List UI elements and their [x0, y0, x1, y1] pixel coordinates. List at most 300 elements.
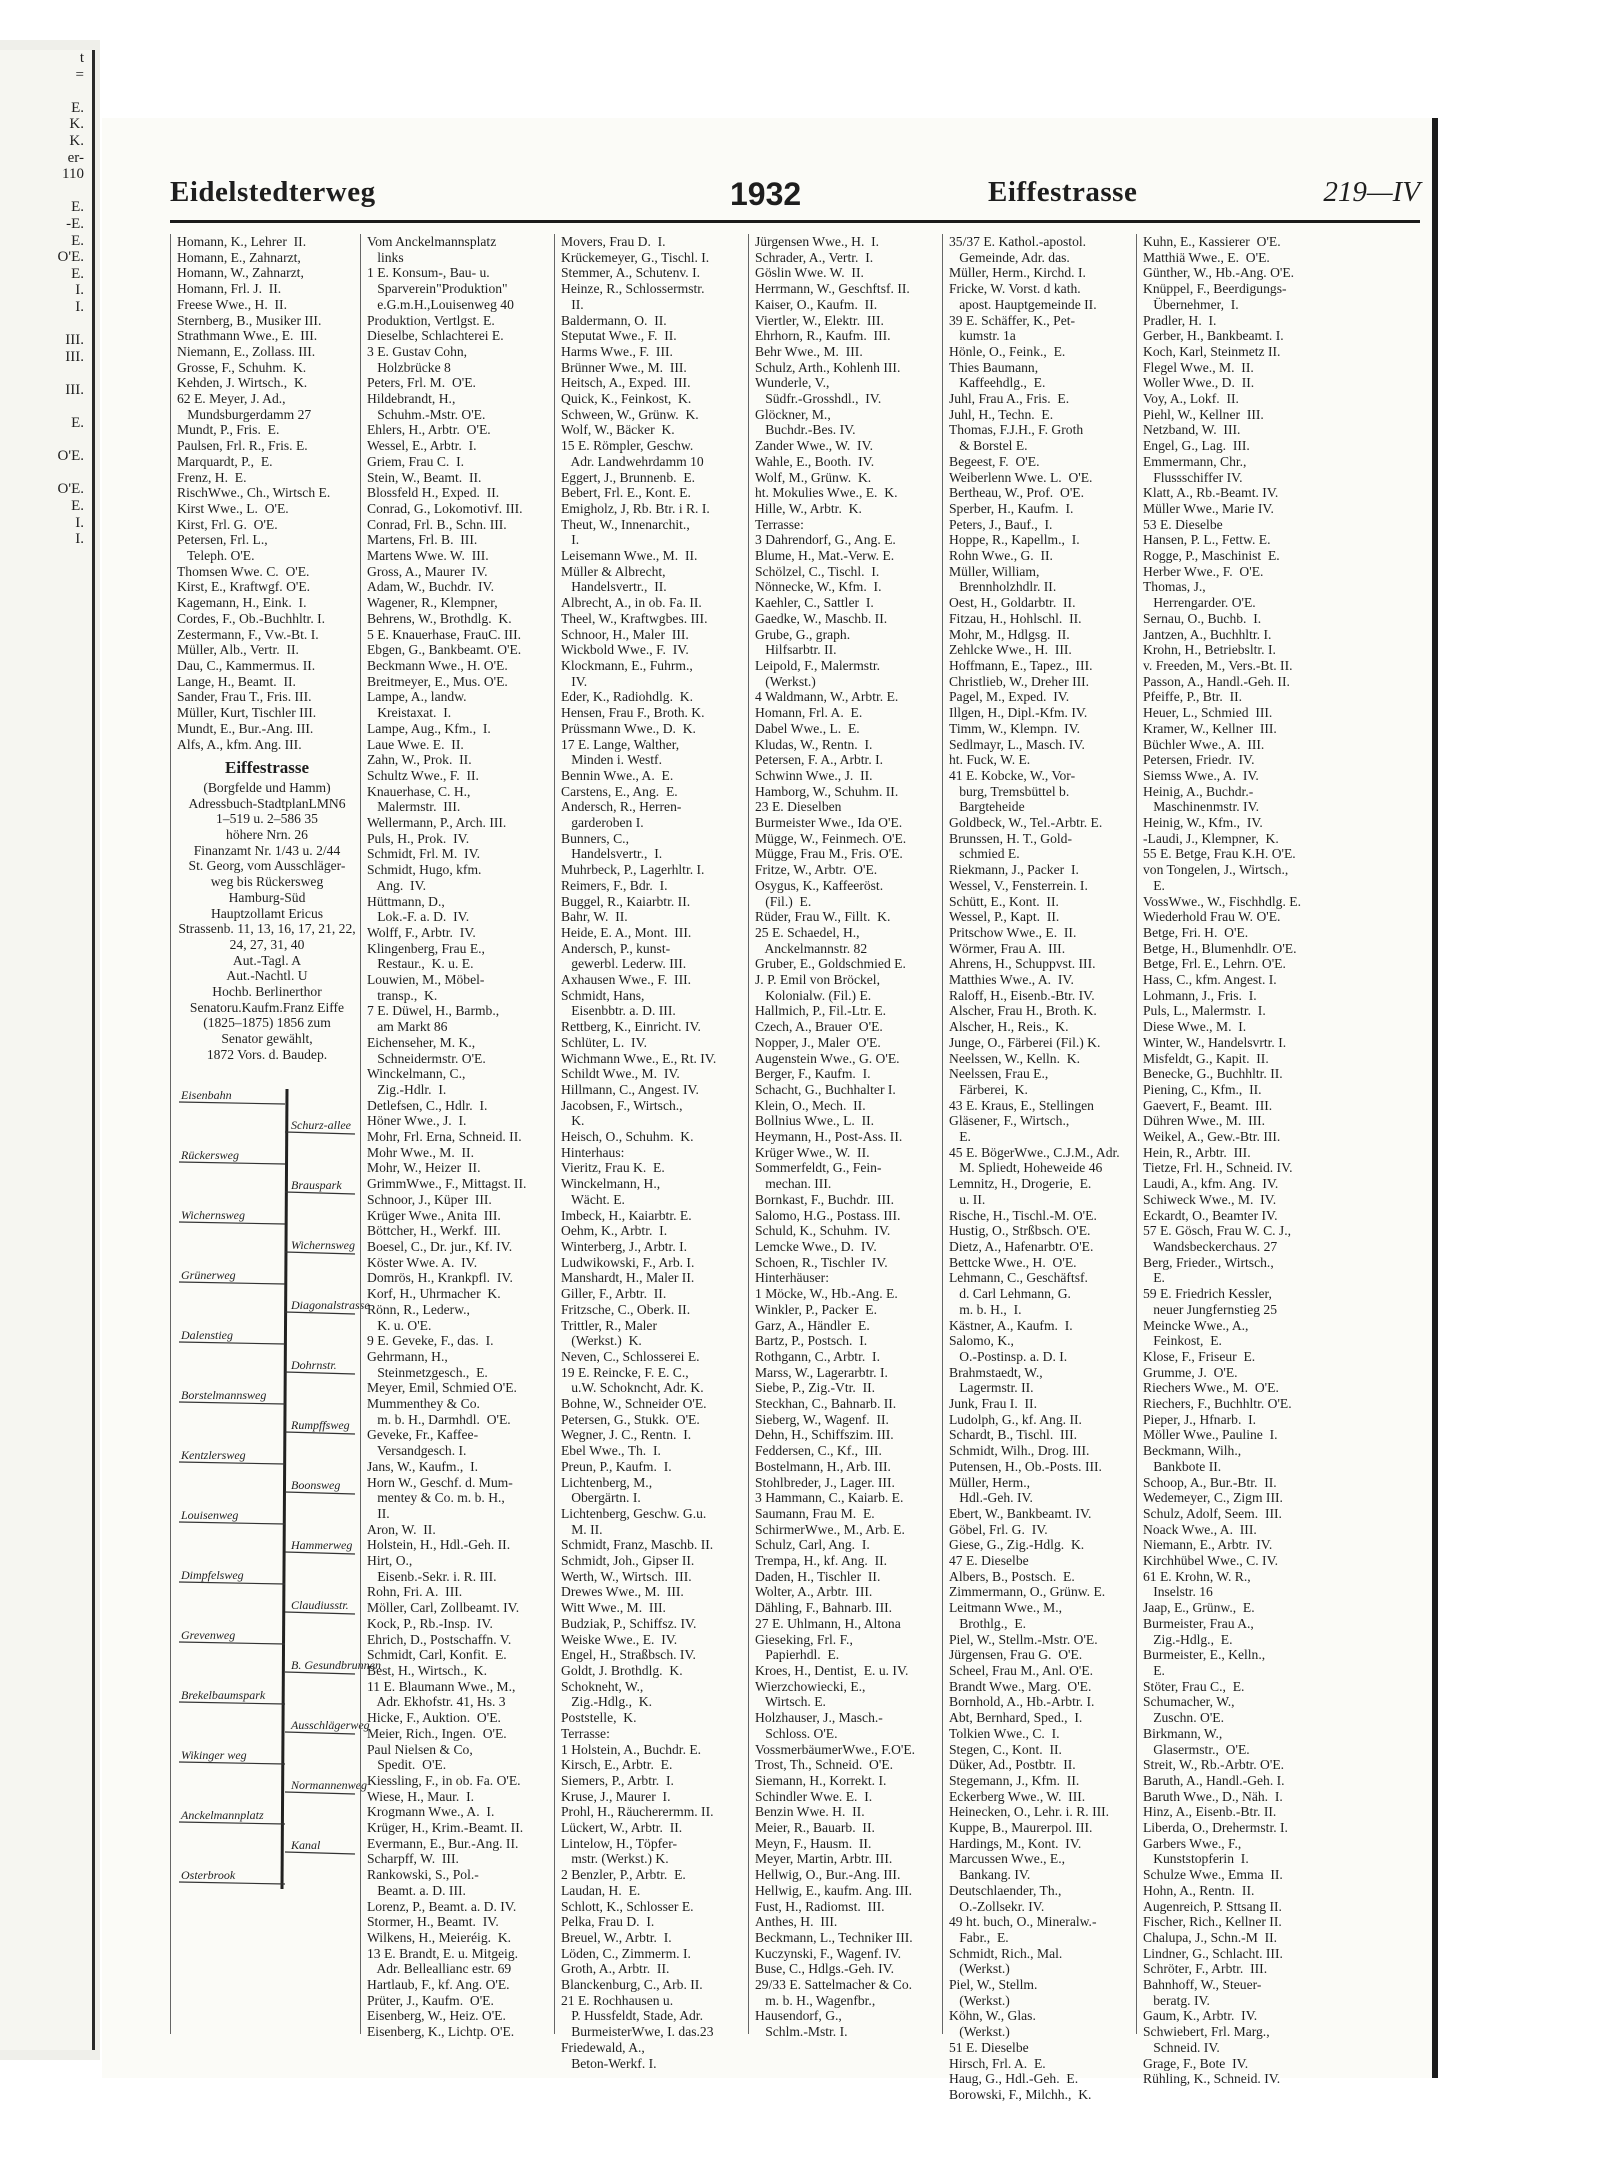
directory-entry: Kiessling, F., in ob. Fa. O'E. [367, 1772, 521, 1788]
directory-entry: Niemann, E., Zollass. III. [177, 343, 316, 359]
directory-entry: Petersen, Frl. L., [177, 532, 268, 548]
directory-entry: Geveke, Fr., Kaffee- [367, 1427, 479, 1443]
directory-entry: Buggel, R., Kaiarbtr. II. [561, 893, 691, 909]
directory-entry: neuer Jungfernstieg 25 [1143, 1301, 1278, 1317]
directory-entry: Wickbold Wwe., F. IV. [561, 642, 689, 658]
directory-entry: 51 E. Dieselbe [949, 2039, 1029, 2055]
directory-entry: Lagermstr. II. [949, 1380, 1034, 1396]
directory-entry: 3 E. Gustav Cohn, [367, 343, 468, 359]
directory-entry: Benecke, G., Buchhltr. II. [1143, 1066, 1283, 1082]
directory-entry: Steputat Wwe., F. II. [561, 328, 677, 344]
directory-entry: Zuschn. O'E. [1143, 1710, 1224, 1726]
directory-entry: Schlm.-Mstr. I. [755, 2024, 848, 2040]
directory-entry: Bankbote II. [1143, 1458, 1222, 1474]
column-2 [360, 234, 555, 2040]
directory-entry: Homann, Frl. J. II. [177, 281, 282, 297]
directory-entry: 13 E. Brandt, E. u. Mitgeig. [367, 1945, 519, 1961]
directory-entry: Conrad, Frl. B., Schn. III. [367, 516, 507, 532]
directory-entry: Herrengarder. O'E. [1143, 595, 1256, 611]
map-street-label: Grünerweg [181, 1267, 236, 1282]
directory-entry: Sander, Frau T., Fris. III. [177, 689, 312, 705]
directory-entry: E. [1143, 1270, 1165, 1286]
column-3-entries [561, 234, 745, 2071]
directory-entry: Junge, O., Färberei (Fil.) K. [949, 1034, 1101, 1050]
directory-entry: Anthes, H. III. [755, 1914, 838, 1930]
directory-entry: Müller & Albrecht, [561, 563, 666, 579]
directory-entry: Müller, Kurt, Tischler III. [177, 705, 317, 721]
directory-entry: Eisenb.-Sekr. i. R. III. [367, 1568, 497, 1584]
directory-entry: Emigholz, J, Rb. Btr. i R. I. [561, 500, 710, 516]
directory-entry: mstr. (Werkst.) K. [561, 1851, 669, 1867]
directory-entry: Trempa, H., kf. Ang. II. [755, 1553, 888, 1569]
directory-entry: Zig.-Hdlr. I. [367, 1081, 447, 1097]
directory-entry: Heitsch, A., Exped. III. [561, 375, 691, 391]
directory-entry: Hoffmann, E., Tapez., III. [949, 657, 1093, 673]
directory-entry: Laue Wwe. E. II. [367, 736, 464, 752]
directory-entry: Peters, Frl. M. O'E. [367, 375, 476, 391]
directory-entry: Rankowski, S., Pol.- [367, 1867, 479, 1883]
map-cross-street [179, 1282, 285, 1284]
directory-entry: Ehrich, D., Postschaffn. V. [367, 1631, 512, 1647]
directory-entry: Meyer, Martin, Arbtr. III. [755, 1851, 893, 1867]
directory-entry: Ehlers, H., Arbtr. O'E. [367, 422, 491, 438]
directory-entry: Grumme, J. O'E. [1143, 1364, 1238, 1380]
directory-entry: 21 E. Rochhausen u. [561, 1992, 674, 2008]
directory-entry: Krohn, H., Betriebsltr. I. [1143, 642, 1276, 658]
directory-entry: Meyer, Emil, Schmied O'E. [367, 1380, 517, 1396]
directory-entry: Detlefsen, C., Hdlr. I. [367, 1097, 488, 1113]
directory-entry: Bostelmann, H., Arb. III. [755, 1458, 891, 1474]
directory-entry: Schmidt, Joh., Gipser II. [561, 1553, 695, 1569]
directory-entry: Albers, B., Postsch. E. [949, 1568, 1075, 1584]
street-info-line: (1825–1875) 1856 zum [203, 1015, 331, 1031]
directory-entry: Schlüter, L. IV. [561, 1034, 648, 1050]
directory-entry: Borowski, F., Milchh., K. [949, 2086, 1092, 2102]
map-cross-street [179, 1642, 285, 1644]
directory-entry: m. b. H., Darmhdl. O'E. [367, 1411, 511, 1427]
directory-entry: Griem, Frau C. I. [367, 453, 465, 469]
directory-entry: Nopper, J., Maler O'E. [755, 1034, 881, 1050]
directory-entry: Peters, J., Bauf., I. [949, 516, 1053, 532]
directory-entry: Marquardt, P., E. [177, 453, 273, 469]
directory-entry: Glasermstr., O'E. [1143, 1741, 1250, 1757]
directory-entry: Kirst Wwe., L. O'E. [177, 500, 289, 516]
directory-entry: Zig.-Hdlg., E. [1143, 1631, 1233, 1647]
directory-entry: Baruth, A., Handl.-Geh. I. [1143, 1772, 1285, 1788]
directory-entry: Müller, Herm., Kirchd. I. [949, 265, 1086, 281]
directory-entry: Klockmann, E., Fuhrm., [561, 657, 693, 673]
directory-entry: Kästner, A., Kaufm. I. [949, 1317, 1073, 1333]
directory-entry: Ebert, W., Bankbeamt. IV. [949, 1505, 1092, 1521]
directory-entry: Grosse, F., Schuhm. K. [177, 359, 307, 375]
directory-entry: Bahnhoff, W., Steuer- [1143, 1977, 1262, 1993]
map-cross-street [179, 1522, 285, 1524]
directory-entry: Leitmann Wwe., M., [949, 1600, 1063, 1616]
map-cross-street [179, 1582, 285, 1584]
directory-entry: Beckmann, Wilh., [1143, 1443, 1242, 1459]
directory-entry: Holstein, H., Hdl.-Geh. II. [367, 1537, 511, 1553]
directory-entry: Hartlaub, F., kf. Ang. O'E. [367, 1977, 510, 1993]
column-5 [942, 234, 1137, 2102]
directory-entry: Behrens, W., Brothdlg. K. [367, 610, 512, 626]
directory-entry: Misfeldt, G., Kapit. II. [1143, 1050, 1269, 1066]
map-main-street [282, 1089, 287, 1889]
directory-entry: Sparverein"Produktion" [367, 281, 508, 297]
directory-entry: Hirt, O., [367, 1553, 413, 1569]
fragment-line: -E. [66, 215, 84, 232]
fragment-line: 110 [62, 166, 84, 183]
directory-entry: Lange, H., Beamt. II. [177, 673, 296, 689]
directory-entry: Wolf, W., Bäcker K. [561, 422, 675, 438]
directory-entry: K. u. O'E. [367, 1317, 432, 1333]
directory-entry: Heisch, O., Schuhm. K. [561, 1129, 694, 1145]
directory-entry: Horn W., Geschf. d. Mum- [367, 1474, 513, 1490]
directory-entry: 39 E. Schäffer, K., Pet- [949, 312, 1076, 328]
directory-entry: Jaap, E., Grünw., E. [1143, 1600, 1255, 1616]
directory-entry: Conrad, G., Lokomotivf. III. [367, 500, 523, 516]
directory-entry: Pagel, M., Exped. IV. [949, 689, 1070, 705]
directory-entry: Klein, O., Mech. II. [755, 1097, 866, 1113]
fragment-line: O'E. [57, 249, 84, 266]
directory-entry: Netzband, W. III. [1143, 422, 1241, 438]
directory-entry: Quick, K., Feinkost, K. [561, 391, 692, 407]
directory-entry: Stegemann, J., Kfm. II. [949, 1772, 1080, 1788]
directory-entry: Flussschiffer IV. [1143, 469, 1243, 485]
directory-entry: Paul Nielsen & Co, [367, 1741, 473, 1757]
directory-entry: Heuer, L., Schmied III. [1143, 705, 1273, 721]
header-street-left: Eidelstedterweg [170, 176, 376, 208]
map-street-label: Borstelmannsweg [181, 1387, 267, 1402]
directory-entry: Buse, C., Hdlgs.-Geh. IV. [755, 1961, 895, 1977]
directory-entry: Blume, H., Mat.-Verw. E. [755, 548, 895, 564]
fragment-line: III. [65, 348, 84, 365]
directory-entry: Ehrhorn, R., Kaufm. III. [755, 328, 891, 344]
directory-entry: Schröter, F., Arbtr. III. [1143, 1961, 1268, 1977]
directory-entry: Heymann, H., Post-Ass. II. [755, 1129, 903, 1145]
directory-entry: Mundsburgerdamm 27 [177, 406, 312, 422]
directory-entry: Noack Wwe., A. III. [1143, 1521, 1257, 1537]
directory-entry: Thies Baumann, [949, 359, 1039, 375]
map-street-label: Diagonalstrasse [291, 1297, 370, 1312]
fragment-line [0, 398, 84, 415]
directory-entry: Krüger Wwe., Anita III. [367, 1207, 501, 1223]
directory-entry: Alscher, Frau H., Broth. K. [949, 1003, 1097, 1019]
directory-entry: 45 E. BögerWwe., C.J.M., Adr. [949, 1144, 1120, 1160]
directory-entry: Rische, H., Tischl.-M. O'E. [949, 1207, 1097, 1223]
directory-entry: Tolkien Wwe., C. I. [949, 1725, 1060, 1741]
directory-entry: Fritzsche, C., Oberk. II. [561, 1301, 691, 1317]
directory-entry: Axhausen Wwe., F. III. [561, 972, 692, 988]
directory-entry: Lehmann, C., Geschäftsf. [949, 1270, 1088, 1286]
directory-entry: Rüder, Frau W., Fillt. K. [755, 909, 891, 925]
directory-entry: Obergärtn. I. [561, 1490, 641, 1506]
directory-entry: Best, H., Wirtsch., K. [367, 1662, 488, 1678]
directory-entry: Andersch, P., kunst- [561, 940, 671, 956]
directory-entry: Steckhan, C., Bahnarb. II. [755, 1396, 897, 1412]
directory-entry: Hein, R., Arbtr. III. [1143, 1144, 1251, 1160]
directory-entry: Bollnius Wwe., L. II. [755, 1113, 875, 1129]
directory-entry: Neelssen, W., Kelln. K. [949, 1050, 1081, 1066]
map-street-label: Kanal [291, 1837, 321, 1852]
directory-entry: Fitzau, H., Hohlschl. II. [949, 610, 1082, 626]
directory-entry: Göbel, Frl. G. IV. [949, 1521, 1048, 1537]
directory-entry: 61 E. Krohn, W. R., [1143, 1568, 1251, 1584]
fragment-line: E. [71, 415, 84, 432]
directory-entry: Böttcher, H., Werkf. III. [367, 1223, 501, 1239]
directory-entry: Muhrbeck, P., Lagerhltr. I. [561, 862, 705, 878]
directory-entry: Illgen, H., Dipl.-Kfm. IV. [949, 705, 1088, 721]
directory-entry: Laudan, H. E. [561, 1882, 641, 1898]
directory-entry: Winter, W., Handelsvrtr. I. [1143, 1034, 1287, 1050]
directory-entry: Garbers Wwe., F., [1143, 1835, 1242, 1851]
directory-entry: Matthiä Wwe., E. O'E. [1143, 249, 1270, 265]
directory-entry: Bargteheide [949, 799, 1025, 815]
directory-entry: Laudi, A., kfm. Ang. IV. [1143, 1176, 1279, 1192]
directory-entry: Daden, H., Tischler II. [755, 1568, 881, 1584]
directory-entry: Voy, A., Lokf. II. [1143, 391, 1239, 407]
map-street-label: Dimpfelsweg [181, 1567, 244, 1582]
directory-entry: Gruber, E., Goldschmied E. [755, 956, 906, 972]
street-info-line: Adressbuch-StadtplanLMN6 [188, 795, 346, 811]
directory-entry: 49 ht. buch, O., Mineralw.- [949, 1914, 1097, 1930]
map-street-label: Boonsweg [291, 1477, 341, 1492]
directory-entry: Stormer, H., Beamt. IV. [367, 1914, 499, 1930]
directory-entry: Produktion, Vertlgst. E. [367, 312, 495, 328]
fragment-line: I. [75, 531, 84, 548]
directory-entry: Schmidt, Franz, Maschb. II. [561, 1537, 714, 1553]
directory-entry: Günther, W., Hb.-Ang. O'E. [1143, 265, 1295, 281]
street-heading: Eiffestrasse [224, 758, 310, 778]
fragment-line: O'E. [57, 448, 84, 465]
directory-entry: Homann, W., Zahnarzt, [177, 265, 304, 281]
directory-entry: Wirtsch. E. [755, 1694, 826, 1710]
directory-entry: Goldbeck, W., Tel.-Arbtr. E. [949, 815, 1103, 831]
directory-entry: Pfeiffe, P., Btr. II. [1143, 689, 1243, 705]
directory-entry: Lichtenberg, M., [561, 1474, 653, 1490]
directory-entry: Klose, F., Friseur E. [1143, 1348, 1256, 1364]
directory-entry: Möller Wwe., Pauline I. [1143, 1427, 1278, 1443]
directory-entry: Bennin Wwe., A. E. [561, 767, 674, 783]
directory-entry: Homann, K., Lehrer II. [177, 234, 307, 249]
fragment-line: I. [75, 298, 84, 315]
directory-entry: Wellermann, P., Arch. III. [367, 815, 507, 831]
map-cross-street [285, 1312, 355, 1314]
directory-entry: Stemmer, A., Schutenv. I. [561, 265, 701, 281]
directory-entry: e.G.m.H.,Louisenweg 40 [367, 296, 514, 312]
directory-entry: Rohn, Fri. A. III. [367, 1584, 463, 1600]
directory-entry: Scharpff, W. III. [367, 1851, 459, 1867]
directory-entry: Piehl, W., Kellner III. [1143, 406, 1264, 422]
directory-entry: Abt, Bernhard, Sped., I. [949, 1710, 1083, 1726]
directory-entry: Kaehler, C., Sattler I. [755, 595, 874, 611]
directory-entry: Cordes, F., Ob.-Buchhltr. I. [177, 610, 326, 626]
map-cross-street [285, 1552, 355, 1554]
directory-entry: Rothgann, C., Arbtr. I. [755, 1348, 880, 1364]
street-info-line: Aut.-Nachtl. U [226, 968, 308, 984]
map-street-label: Rumpffsweg [291, 1417, 350, 1432]
directory-entry: Sieberg, W., Wagenf. II. [755, 1411, 889, 1427]
directory-entry: Timm, W., Klempn. IV. [949, 720, 1081, 736]
directory-entry: Kuczynski, F., Wagenf. IV. [755, 1945, 902, 1961]
directory-entry: Schokneht, W., [561, 1678, 644, 1694]
directory-entry: Holzhauser, J., Masch.- [755, 1710, 883, 1726]
directory-entry: Schulze Wwe., Emma II. [1143, 1867, 1283, 1883]
directory-entry: Kaiser, O., Kaufm. II. [755, 296, 878, 312]
directory-entry: Martens, Frl. B. III. [367, 532, 478, 548]
map-cross-street [285, 1252, 355, 1254]
directory-entry: Terrasse: [755, 516, 804, 532]
directory-entry: Schmidt, Rich., Mal. [949, 1945, 1063, 1961]
directory-entry: Feinkost, E. [1143, 1333, 1222, 1349]
fragment-line [0, 83, 84, 100]
directory-entry: Meyn, F., Hausm. II. [755, 1835, 872, 1851]
directory-entry: Anckelmannstr. 82 [755, 940, 868, 956]
map-street-label: Anckelmannplatz [181, 1807, 264, 1822]
directory-entry: links [367, 249, 404, 265]
directory-entry: Kirchhübel Wwe., C. IV. [1143, 1553, 1279, 1569]
directory-entry: Spedit. O'E. [367, 1757, 447, 1773]
directory-entry: Schulz, Carl, Ang. I. [755, 1537, 870, 1553]
header-rule [170, 220, 1420, 223]
directory-entry: 27 E. Uhlmann, H., Altona [755, 1615, 901, 1631]
directory-entry: Puls, H., Prok. IV. [367, 830, 470, 846]
map-cross-street [179, 1822, 285, 1824]
directory-entry: Christlieb, W., Dreher III. [949, 673, 1090, 689]
directory-entry: Schneidermstr. O'E. [367, 1050, 486, 1066]
street-info-line: St. Georg, vom Ausschläger- [188, 858, 346, 874]
directory-entry: Jacobsen, F., Wirtsch., [561, 1097, 683, 1113]
map-cross-street [285, 1612, 355, 1614]
directory-entry: Kludas, W., Rentn. I. [755, 736, 873, 752]
directory-entry: Mundt, P., Fris. E. [177, 422, 280, 438]
directory-entry: Zestermann, F., Vw.-Bt. I. [177, 626, 319, 642]
directory-entry: O.-Postinsp. a. D. I. [949, 1348, 1068, 1364]
directory-entry: m. b. H., Wagenfbr., [755, 1992, 876, 2008]
directory-entry: -Laudi, J., Klempner, K. [1143, 830, 1279, 846]
directory-entry: Klingenberg, Frau E., [367, 940, 485, 956]
directory-entry: Prohl, H., Räucherermm. II. [561, 1804, 714, 1820]
map-cross-street [285, 1132, 355, 1134]
header-year: 1932 [730, 176, 802, 212]
map-cross-street [285, 1672, 355, 1674]
directory-entry: Lok.-F. a. D. IV. [367, 909, 470, 925]
map-street-label: Normannenweg [291, 1777, 367, 1792]
fragment-line: O'E. [57, 481, 84, 498]
directory-entry: Lindner, G., Schlacht. III. [1143, 1945, 1283, 1961]
directory-entry: Hamborg, W., Schuhm. II. [755, 783, 899, 799]
directory-entry: Stöter, Frau C., E. [1143, 1678, 1245, 1694]
directory-entry: Feddersen, C., Kf., III. [755, 1443, 882, 1459]
directory-entry: Buchdr.-Bes. IV. [755, 422, 856, 438]
directory-entry: 47 E. Dieselbe [949, 1553, 1029, 1569]
directory-entry: Malermstr. III. [367, 799, 461, 815]
directory-entry: Trittler, R., Maler [561, 1317, 657, 1333]
map-cross-street [179, 1762, 285, 1764]
previous-page-text [0, 50, 92, 548]
directory-entry: Müller, Herm., [949, 1474, 1030, 1490]
directory-entry: Rogge, P., Maschinist E. [1143, 548, 1280, 564]
directory-entry: Düker, Ad., Postbtr. II. [949, 1757, 1076, 1773]
directory-entry: Wiederhold Frau W. O'E. [1143, 909, 1281, 925]
map-cross-street [285, 1732, 355, 1734]
directory-entry: Osygus, K., Kaffeeröst. [755, 877, 884, 893]
directory-entry: Jürgensen, Frau G. O'E. [949, 1647, 1083, 1663]
directory-entry: Baldermann, O. II. [561, 312, 667, 328]
map-street-label: Osterbrook [181, 1867, 236, 1882]
directory-entry: Thomas, F.J.H., F. Groth [949, 422, 1084, 438]
directory-page [102, 118, 1438, 2102]
directory-entry: Fust, H., Radiomst. III. [755, 1898, 885, 1914]
directory-entry: schmied E. [949, 846, 1020, 862]
map-cross-street [179, 1162, 285, 1164]
directory-entry: Eder, K., Radiohdlg. K. [561, 689, 693, 705]
directory-entry: Müller, William, [949, 563, 1040, 579]
directory-entry: E. [1143, 1662, 1165, 1678]
directory-entry: GrimmWwe., F., Mittagst. II. [367, 1176, 527, 1192]
fragment-line: E. [71, 99, 84, 116]
directory-entry: Salomo, H.G., Postass. III. [755, 1207, 901, 1223]
directory-entry: 9 E. Geveke, F., das. I. [367, 1333, 494, 1349]
map-street-label: Wichernsweg [291, 1237, 355, 1252]
directory-entry: Schütt, E., Kont. II. [949, 893, 1059, 909]
directory-entry: Putensen, H., Ob.-Posts. III. [949, 1458, 1102, 1474]
directory-entry: Winterberg, J., Arbtr. I. [561, 1239, 688, 1254]
directory-entry: Schölzel, C., Tischl. I. [755, 563, 880, 579]
directory-entry: Drewes Wwe., M. III. [561, 1584, 684, 1600]
directory-entry: Ang. IV. [367, 877, 427, 893]
directory-entry: Rettberg, K., Einricht. IV. [561, 1019, 701, 1035]
directory-entry: Domrös, H., Krankpfl. IV. [367, 1270, 513, 1286]
map-street-label: Wikinger weg [181, 1747, 247, 1762]
directory-entry: Hille, W., Arbtr. K. [755, 500, 862, 516]
directory-entry: Schnoor, H., Maler III. [561, 626, 689, 642]
directory-entry: Berger, F., Kaufm. I. [755, 1066, 871, 1082]
directory-entry: Giller, F., Arbtr. II. [561, 1286, 667, 1302]
directory-entry: Piening, C., Kfm., II. [1143, 1081, 1262, 1097]
directory-entry: 5 E. Knauerhase, FrauC. III. [367, 626, 522, 642]
directory-entry: Siemann, H., Korrekt. I. [755, 1772, 887, 1788]
directory-entry: Kehden, J. Wirtsch., K. [177, 375, 308, 391]
directory-entry: Hohn, A., Rentn. II. [1143, 1882, 1255, 1898]
directory-entry: Schindler Wwe. E. I. [755, 1788, 873, 1804]
map-street-label: Ausschlägerweg [291, 1717, 370, 1732]
map-cross-street [285, 1492, 355, 1494]
directory-entry: Fritze, W., Arbtr. O'E. [755, 862, 878, 878]
directory-entry: Koch, Karl, Steinmetz II. [1143, 343, 1281, 359]
directory-entry: Paulsen, Frl. R., Fris. E. [177, 438, 308, 454]
directory-entry: Hardings, M., Kont. IV. [949, 1835, 1082, 1851]
directory-entry: Gläsener, F., Wirtsch., [949, 1113, 1070, 1129]
fragment-line: er- [67, 149, 84, 166]
fragment-line [0, 432, 84, 449]
fragment-line: t [79, 50, 84, 66]
street-info [177, 780, 357, 1063]
directory-entry: Schiweck Wwe., M. IV. [1143, 1191, 1277, 1207]
directory-entry: Hass, C., kfm. Angest. I. [1143, 972, 1277, 988]
directory-entry: Dehn, H., Schiffszim. III. [755, 1427, 894, 1443]
directory-entry: Stegen, C., Kont. II. [949, 1741, 1062, 1757]
directory-entry: d. Carl Lehmann, G. [949, 1286, 1071, 1302]
directory-entry: Boesel, C., Dr. jur., Kf. IV. [367, 1239, 513, 1254]
directory-entry: Lemcke Wwe., D. IV. [755, 1239, 877, 1254]
directory-entry: Kreistaxat. I. [367, 705, 452, 721]
directory-entry: Steinmetzgesch., E. [367, 1364, 488, 1380]
directory-entry: Giese, G., Zig.-Hdlg. K. [949, 1537, 1085, 1553]
directory-entry: Beton-Werkf. I. [561, 2055, 657, 2071]
directory-entry: Burmeister Wwe., Ida O'E. [755, 815, 903, 831]
directory-entry: Schmidt, Wilh., Drog. III. [949, 1443, 1090, 1459]
directory-entry: Benzin Wwe. H. II. [755, 1804, 865, 1820]
